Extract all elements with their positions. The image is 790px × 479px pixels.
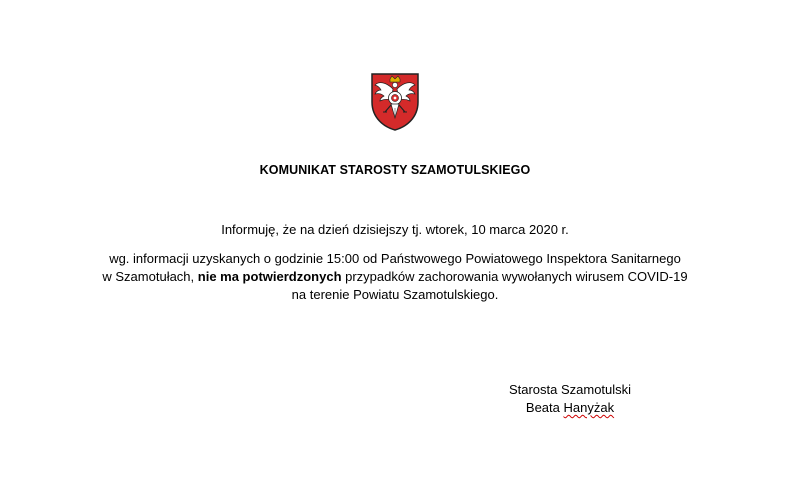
emphasis-no-confirmed-cases: nie ma potwierdzonych — [197, 269, 342, 284]
signature-role: Starosta Szamotulski — [508, 382, 632, 397]
signature-last-name: Hanyżak — [563, 400, 615, 415]
signature-first-name: Beata — [525, 400, 560, 415]
body-line-2-start: w Szamotułach, — [102, 269, 198, 284]
document-title: KOMUNIKAT STAROSTY SZAMOTULSKIEGO — [259, 163, 531, 177]
body-line-1: wg. informacji uzyskanych o godzinie 15:00 od Państwowego Powiatowego Inspektora Sanitarnego — [109, 251, 681, 266]
body-line-2-end: przypadków zachorowania wywołanych wirusem COVID-19 — [341, 269, 688, 284]
signature-block — [505, 381, 635, 417]
coat-of-arms-icon — [370, 72, 420, 132]
body-line-3: na terenie Powiatu Szamotulskiego. — [291, 287, 499, 302]
announcement-body-paragraph — [0, 250, 790, 304]
signature-name — [505, 399, 635, 417]
announcement-date-paragraph: Informuję, że na dzień dzisiejszy tj. wtorek, 10 marca 2020 r. — [221, 222, 569, 237]
body-line-2 — [0, 268, 790, 286]
